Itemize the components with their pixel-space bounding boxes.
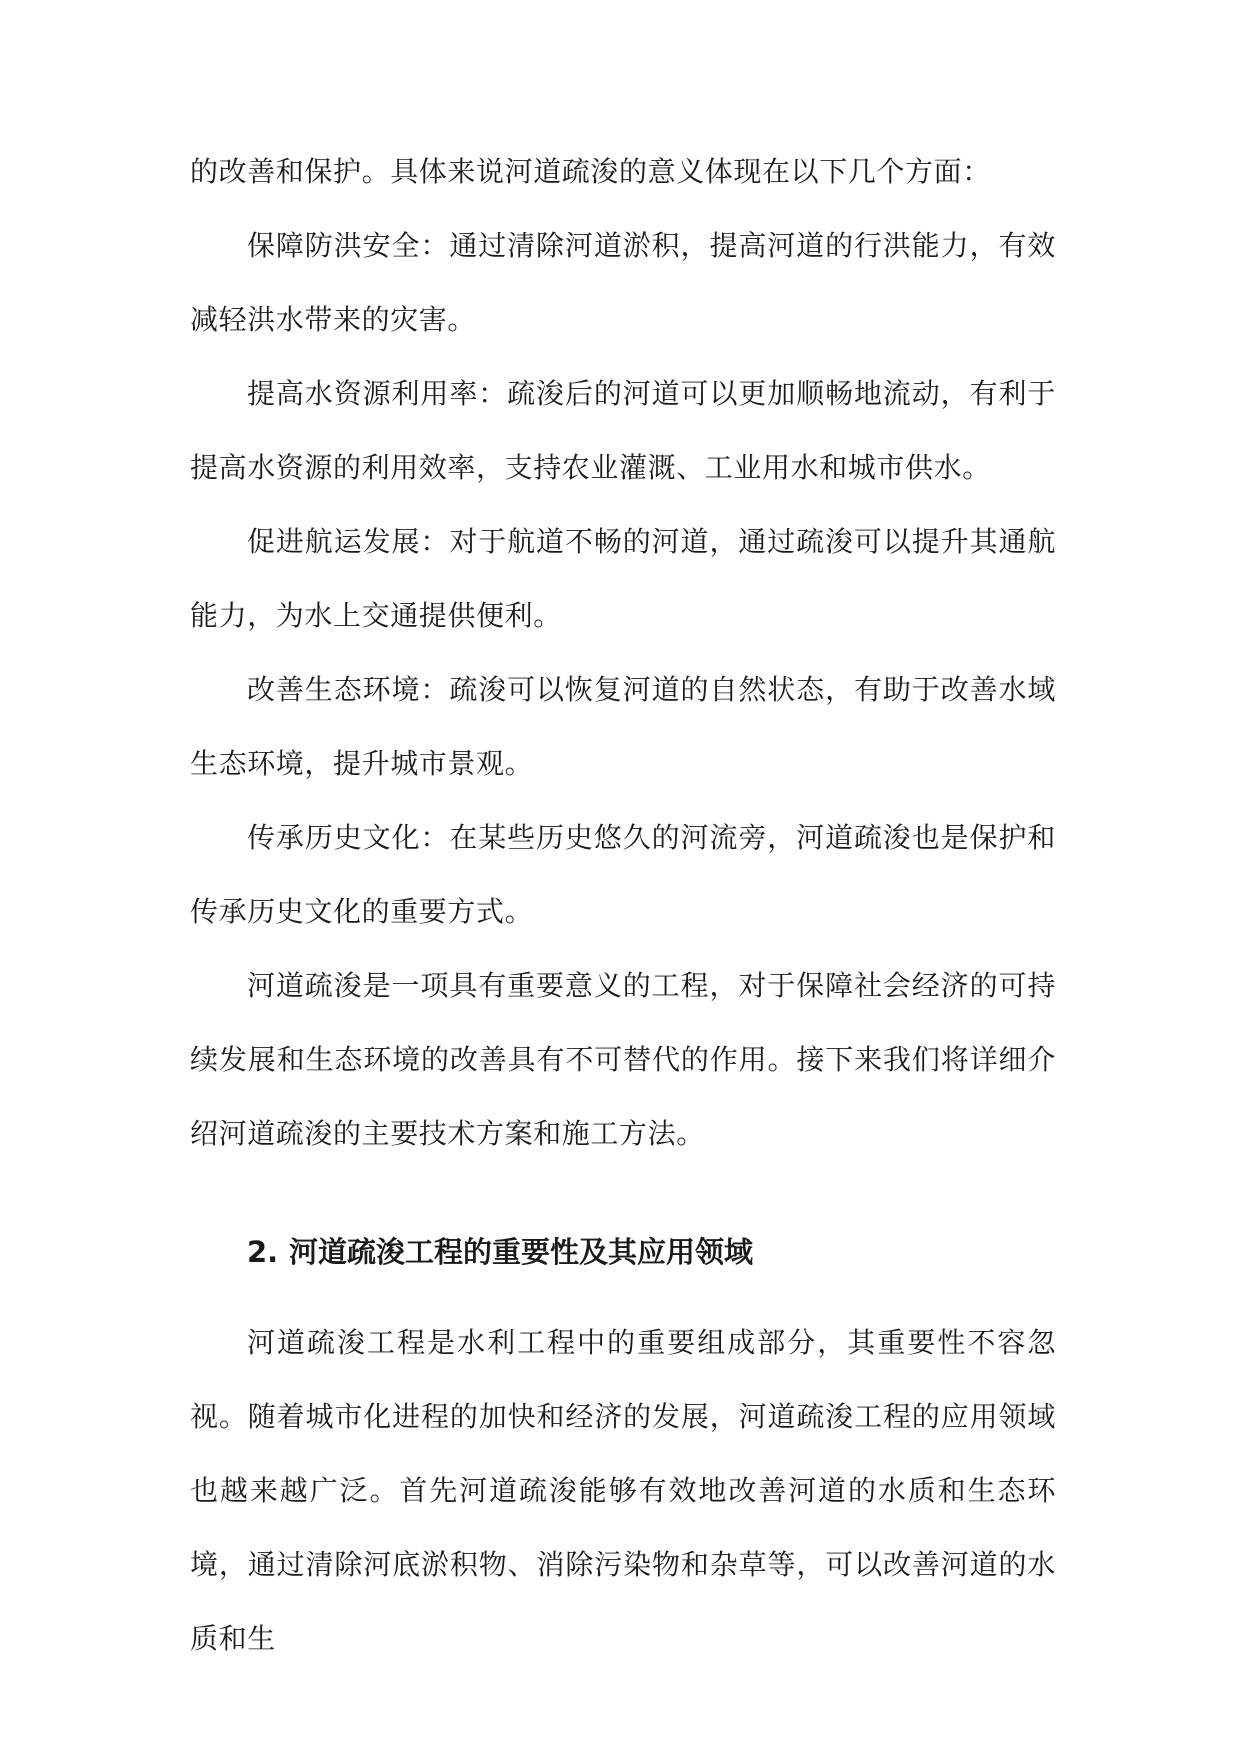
paragraph-water-resources: 提高水资源利用率：疏浚后的河道可以更加顺畅地流动，有利于提高水资源的利用效率，支持农业灌溉、工业用水和城市供水。 — [190, 377, 1056, 484]
paragraph-flood-safety: 保障防洪安全：通过清除河道淤积，提高河道的行洪能力，有效减轻洪水带来的灾害。 — [190, 229, 1056, 336]
paragraph-ecology: 改善生态环境：疏浚可以恢复河道的自然状态，有助于改善水域生态环境，提升城市景观。 — [190, 673, 1056, 780]
paragraph-importance: 河道疏浚工程是水利工程中的重要组成部分，其重要性不容忽视。随着城市化进程的加快和经济的发展，河道疏浚工程的应用领域也越来越广泛。首先河道疏浚能够有效地改善河道的水质和生态环境，通过清除河底淤积物、消除污染物和杂草等，可以改善河道的水质和生 — [190, 1326, 1056, 1655]
paragraph-continuation: 的改善和保护。具体来说河道疏浚的意义体现在以下几个方面： — [190, 155, 991, 188]
paragraph-summary: 河道疏浚是一项具有重要意义的工程，对于保障社会经济的可持续发展和生态环境的改善具有不可替代的作用。接下来我们将详细介绍河道疏浚的主要技术方案和施工方法。 — [190, 969, 1056, 1150]
paragraph-shipping: 促进航运发展：对于航道不畅的河道，通过疏浚可以提升其通航能力，为水上交通提供便利。 — [190, 525, 1056, 632]
section-title: 河道疏浚工程的重要性及其应用领域 — [289, 1235, 754, 1269]
body-text-bottom — [190, 1306, 1056, 1676]
paragraph-heritage: 传承历史文化：在某些历史悠久的河流旁，河道疏浚也是保护和传承历史文化的重要方式。 — [190, 821, 1056, 928]
section-number: 2. — [247, 1235, 279, 1269]
body-text-top — [190, 135, 1056, 1171]
section-heading — [247, 1232, 753, 1272]
